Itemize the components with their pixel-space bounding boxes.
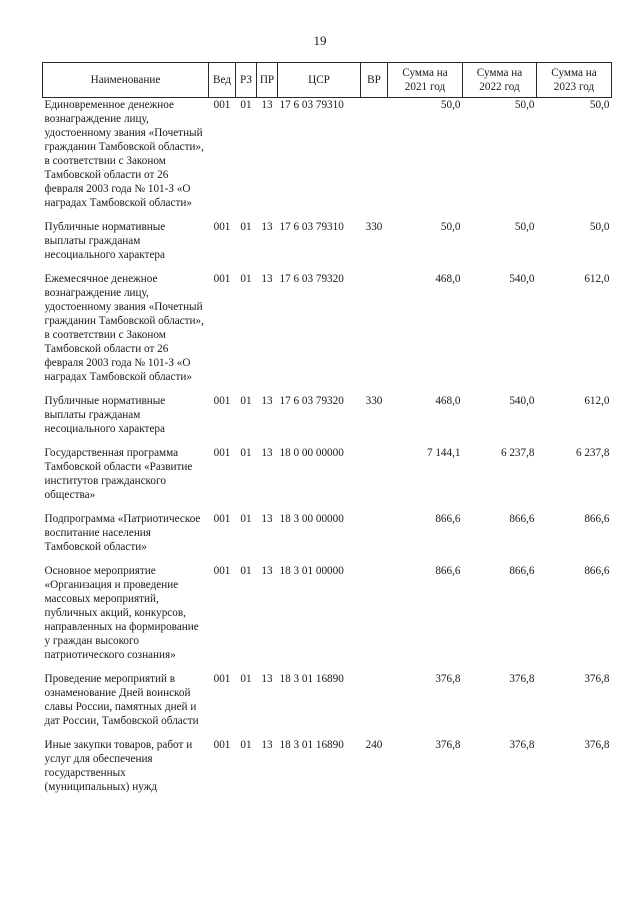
cell-vr <box>361 272 388 394</box>
cell-name: Основное мероприятие «Организация и проведение массовых мероприятий, публичных акций, конкурсов, направленных на формирование у граждан высокого патриотического сознания» <box>44 565 199 661</box>
cell-csr: 18 3 01 00000 <box>279 565 344 577</box>
cell-pr: 13 <box>261 739 273 751</box>
cell-sum-2023: 866,6 <box>584 513 610 525</box>
table-row <box>43 446 612 512</box>
cell-pr: 13 <box>261 447 273 459</box>
cell-pr: 13 <box>261 273 273 285</box>
cell-sum-2022: 6 237,8 <box>500 447 535 459</box>
header-sum-2023: Сумма на 2023 год <box>537 63 612 98</box>
cell-sum-2023: 50,0 <box>589 221 610 233</box>
cell-vr <box>361 564 388 672</box>
cell-sum-2022: 540,0 <box>509 395 535 407</box>
header-name: Наименование <box>43 63 209 98</box>
cell-ved: 001 <box>213 447 231 459</box>
cell-sum-2021: 468,0 <box>435 395 461 407</box>
table-row <box>43 394 612 446</box>
cell-csr: 17 6 03 79320 <box>279 273 344 285</box>
cell-name: Проведение мероприятий в ознаменование Дней воинской славы России, памятных дней и дат России, Тамбовской области <box>44 673 199 727</box>
cell-csr: 17 6 03 79310 <box>279 99 344 111</box>
cell-pr: 13 <box>261 513 273 525</box>
table-row <box>43 512 612 564</box>
cell-rz: 01 <box>240 673 252 685</box>
cell-name: Государственная программа Тамбовской области «Развитие институтов гражданского общества» <box>44 447 193 501</box>
cell-sum-2022: 50,0 <box>514 221 535 233</box>
cell-sum-2021: 50,0 <box>440 221 461 233</box>
cell-vr: 330 <box>365 221 383 233</box>
cell-sum-2022: 50,0 <box>514 99 535 111</box>
cell-vr <box>361 98 388 221</box>
budget-table <box>42 62 612 804</box>
cell-sum-2023: 866,6 <box>584 565 610 577</box>
cell-ved: 001 <box>213 99 231 111</box>
cell-vr: 240 <box>365 739 383 751</box>
cell-csr: 18 3 01 16890 <box>279 739 344 751</box>
header-rz: РЗ <box>236 63 257 98</box>
cell-sum-2023: 376,8 <box>584 673 610 685</box>
cell-sum-2021: 50,0 <box>440 99 461 111</box>
cell-rz: 01 <box>240 221 252 233</box>
header-sum-2022: Сумма на 2022 год <box>463 63 537 98</box>
cell-sum-2021: 468,0 <box>435 273 461 285</box>
cell-sum-2021: 376,8 <box>435 739 461 751</box>
table-row <box>43 98 612 221</box>
cell-ved: 001 <box>213 395 231 407</box>
cell-sum-2022: 376,8 <box>509 673 535 685</box>
cell-ved: 001 <box>213 739 231 751</box>
cell-pr: 13 <box>261 395 273 407</box>
cell-ved: 001 <box>213 565 231 577</box>
table-row <box>43 564 612 672</box>
cell-csr: 17 6 03 79310 <box>279 221 344 233</box>
cell-sum-2023: 376,8 <box>584 739 610 751</box>
header-sum-2021: Сумма на 2021 год <box>388 63 463 98</box>
cell-sum-2021: 7 144,1 <box>426 447 461 459</box>
cell-ved: 001 <box>213 513 231 525</box>
cell-sum-2023: 612,0 <box>584 395 610 407</box>
cell-name: Подпрограмма «Патриотическое воспитание населения Тамбовской области» <box>44 513 201 553</box>
cell-sum-2023: 612,0 <box>584 273 610 285</box>
cell-name: Ежемесячное денежное вознаграждение лицу, удостоенному звания «Почетный гражданин Тамбовской области», в соответствии с Законом Тамбовской области от 26 февраля 2003 года № 101-З «О наградах Тамбовской области» <box>44 273 204 383</box>
header-pr: ПР <box>257 63 278 98</box>
table-row <box>43 672 612 738</box>
cell-rz: 01 <box>240 513 252 525</box>
cell-pr: 13 <box>261 221 273 233</box>
cell-csr: 17 6 03 79320 <box>279 395 344 407</box>
cell-ved: 001 <box>213 273 231 285</box>
table-header <box>43 63 612 98</box>
cell-sum-2022: 866,6 <box>509 565 535 577</box>
cell-rz: 01 <box>240 739 252 751</box>
cell-pr: 13 <box>261 99 273 111</box>
cell-csr: 18 3 01 16890 <box>279 673 344 685</box>
table-row <box>43 738 612 804</box>
cell-sum-2021: 376,8 <box>435 673 461 685</box>
header-vr: ВР <box>361 63 388 98</box>
cell-ved: 001 <box>213 673 231 685</box>
cell-vr <box>361 512 388 564</box>
header-ved: Вед <box>209 63 236 98</box>
cell-name: Публичные нормативные выплаты гражданам несоциального характера <box>44 221 166 261</box>
cell-pr: 13 <box>261 673 273 685</box>
cell-rz: 01 <box>240 273 252 285</box>
cell-rz: 01 <box>240 565 252 577</box>
cell-sum-2022: 376,8 <box>509 739 535 751</box>
cell-sum-2022: 540,0 <box>509 273 535 285</box>
cell-sum-2022: 866,6 <box>509 513 535 525</box>
cell-name: Иные закупки товаров, работ и услуг для обеспечения государственных (муниципальных) нужд <box>44 739 193 793</box>
page-number: 19 <box>313 33 327 48</box>
cell-name: Публичные нормативные выплаты гражданам несоциального характера <box>44 395 166 435</box>
cell-sum-2023: 50,0 <box>589 99 610 111</box>
cell-rz: 01 <box>240 99 252 111</box>
header-csr: ЦСР <box>278 63 361 98</box>
cell-rz: 01 <box>240 395 252 407</box>
cell-csr: 18 0 00 00000 <box>279 447 344 459</box>
cell-pr: 13 <box>261 565 273 577</box>
cell-sum-2021: 866,6 <box>435 565 461 577</box>
cell-vr: 330 <box>365 395 383 407</box>
cell-ved: 001 <box>213 221 231 233</box>
cell-sum-2021: 866,6 <box>435 513 461 525</box>
table-row <box>43 220 612 272</box>
cell-vr <box>361 446 388 512</box>
table-row <box>43 272 612 394</box>
cell-rz: 01 <box>240 447 252 459</box>
cell-csr: 18 3 00 00000 <box>279 513 344 525</box>
cell-name: Единовременное денежное вознаграждение лицу, удостоенному звания «Почетный гражданин Тамбовской области», в соответствии с Законом Тамбовской области от 26 февраля 2003 года № 101-З «О наградах Тамбовской области» <box>44 99 204 209</box>
cell-vr <box>361 672 388 738</box>
cell-sum-2023: 6 237,8 <box>575 447 610 459</box>
